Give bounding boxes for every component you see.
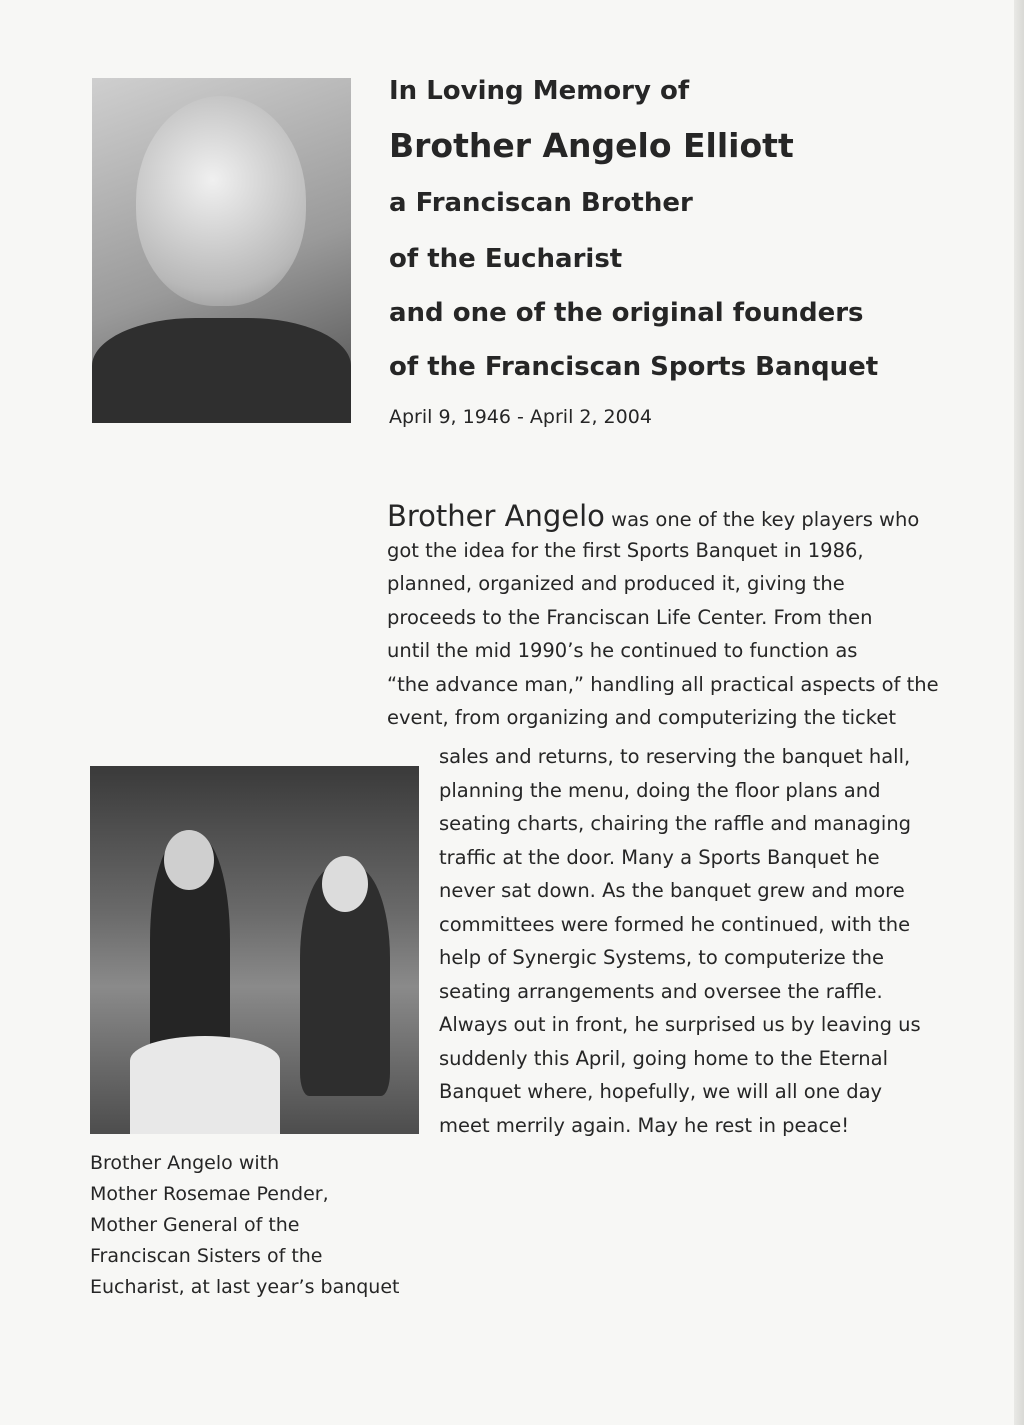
portrait-robe [92, 318, 351, 423]
tribute-line: meet merrily again. May he rest in peace! [439, 1113, 850, 1137]
tribute-first-line [387, 500, 939, 534]
tribute-line: until the mid 1990’s he continued to function as [387, 639, 858, 662]
honoree-name: Brother Angelo Elliott [389, 126, 794, 165]
tribute-line: seating charts, chairing the raffle and managing [439, 812, 912, 835]
tribute-lead-name: Brother Angelo [387, 499, 605, 533]
tribute-line: proceeds to the Franciscan Life Center. From then [387, 605, 873, 629]
tribute-line: help of Synergic Systems, to computerize the [439, 946, 884, 969]
subtitle-line: and one of the original founders [389, 298, 864, 328]
life-dates: April 9, 1946 - April 2, 2004 [389, 406, 652, 428]
mother-rosemae-figure [300, 866, 390, 1096]
tribute-line: planning the menu, doing the floor plans and [439, 778, 881, 802]
tribute-line: “the advance man,” handling all practical aspects of the [387, 672, 939, 696]
tribute-line: planned, organized and produced it, giving the [387, 572, 845, 595]
tribute-paragraph-wrap [439, 740, 921, 1142]
banquet-table [130, 1036, 280, 1134]
portrait-face [136, 96, 306, 306]
subtitle-line: of the Eucharist [389, 244, 623, 274]
caption-line: Franciscan Sisters of the [90, 1245, 323, 1267]
banquet-photo [90, 766, 419, 1134]
subtitle-line: a Franciscan Brother [389, 188, 693, 218]
caption-line: Brother Angelo with [90, 1152, 280, 1174]
tribute-line: traffic at the door. Many a Sports Banquet he [439, 845, 880, 869]
tribute-line: sales and returns, to reserving the banquet hall, [439, 745, 911, 768]
tribute-line: never sat down. As the banquet grew and more [439, 879, 905, 902]
tribute-paragraph-top [387, 500, 939, 735]
tribute-line: Banquet where, hopefully, we will all one day [439, 1080, 883, 1103]
memorial-heading: In Loving Memory of [389, 76, 690, 106]
tribute-line: got the idea for the first Sports Banquet in 1986, [387, 538, 864, 562]
caption-line: Mother Rosemae Pender, [90, 1183, 329, 1205]
photo-caption [90, 1148, 400, 1303]
tribute-line: suddenly this April, going home to the Eternal [439, 1046, 889, 1070]
tribute-first-line-rest: was one of the key players who [604, 508, 920, 531]
page-edge [1014, 0, 1024, 1425]
tribute-line: Always out in front, he surprised us by leaving us [439, 1013, 921, 1036]
subtitle-line: of the Franciscan Sports Banquet [389, 352, 879, 382]
tribute-line: committees were formed he continued, with the [439, 912, 911, 936]
tribute-line: seating arrangements and oversee the raffle. [439, 979, 883, 1003]
portrait-photo [92, 78, 351, 423]
tribute-line: event, from organizing and computerizing the ticket [387, 706, 896, 729]
caption-line: Eucharist, at last year’s banquet [90, 1276, 400, 1298]
caption-line: Mother General of the [90, 1214, 300, 1236]
